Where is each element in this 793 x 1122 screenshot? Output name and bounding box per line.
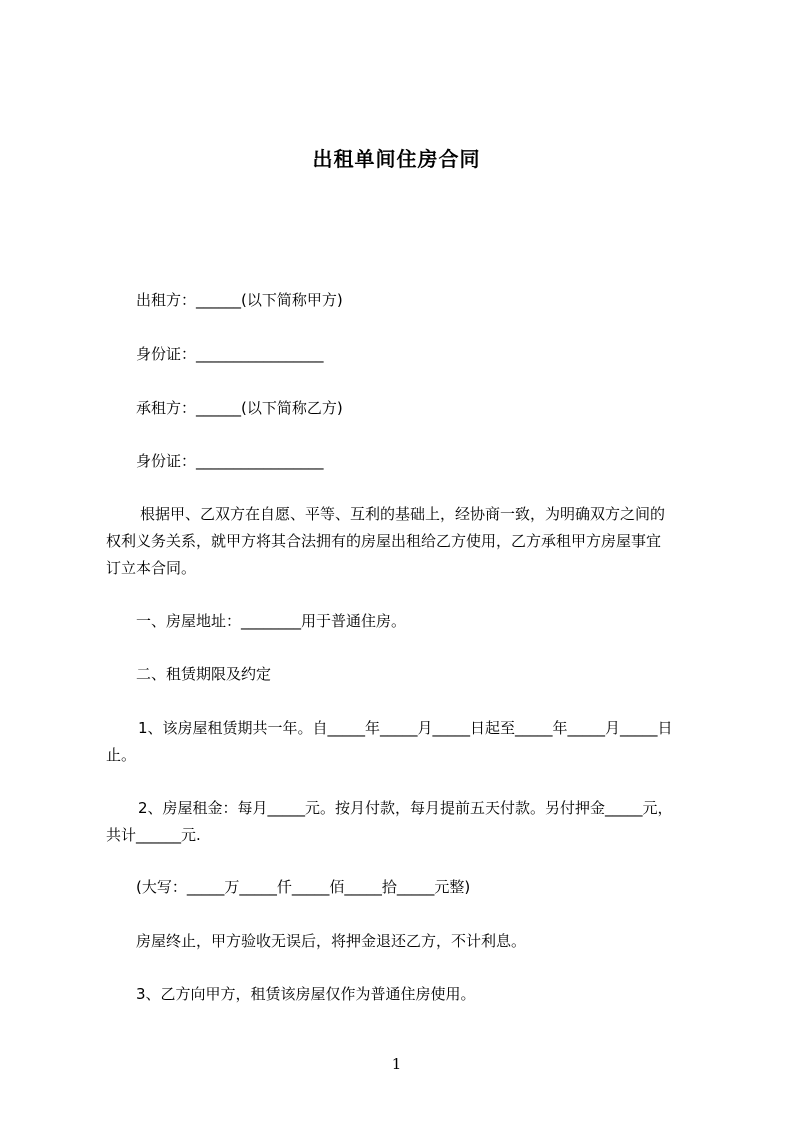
clause-1-paragraph bbox=[106, 715, 706, 769]
lessor-line: 出租方：______(以下简称甲方) bbox=[136, 291, 343, 309]
clause-3-line: 3、乙方向甲方，租赁该房屋仅作为普通住房使用。 bbox=[136, 985, 476, 1003]
amount-in-words: (大写：_____万_____仟_____佰_____拾_____元整) bbox=[136, 878, 471, 896]
clause-2-paragraph bbox=[106, 795, 706, 849]
intro-line-3: 订立本合同。 bbox=[106, 559, 197, 577]
clause-1-line-2: 止。 bbox=[106, 746, 137, 764]
clause-2-line-2: 共计______元. bbox=[106, 826, 201, 844]
clause-2-line-1: 2、房屋租金：每月_____元。按月付款，每月提前五天付款。另付押金_____元， bbox=[138, 799, 673, 817]
page-number: 1 bbox=[391, 1055, 402, 1073]
lessee-line: 承租方：______(以下简称乙方) bbox=[136, 399, 343, 417]
intro-paragraph bbox=[106, 501, 706, 582]
lessee-id-line: 身份证：_________________ bbox=[136, 452, 324, 470]
clause-1-line-1: 1、该房屋租赁期共一年。自_____年_____月_____日起至_____年_____月_____日 bbox=[138, 719, 673, 737]
intro-line-1: 根据甲、乙双方在自愿、平等、互利的基础上，经协商一致，为明确双方之间的 bbox=[140, 505, 666, 523]
deposit-return-line: 房屋终止，甲方验收无误后，将押金退还乙方，不计利息。 bbox=[136, 932, 527, 950]
lessor-id-line: 身份证：_________________ bbox=[136, 345, 324, 363]
section-2-heading: 二、租赁期限及约定 bbox=[136, 665, 272, 683]
intro-line-2: 权利义务关系，就甲方将其合法拥有的房屋出租给乙方使用，乙方承租甲方房屋事宜 bbox=[106, 532, 662, 550]
section-1-address: 一、房屋地址：________用于普通住房。 bbox=[136, 612, 407, 630]
document-title: 出租单间住房合同 bbox=[312, 147, 481, 171]
